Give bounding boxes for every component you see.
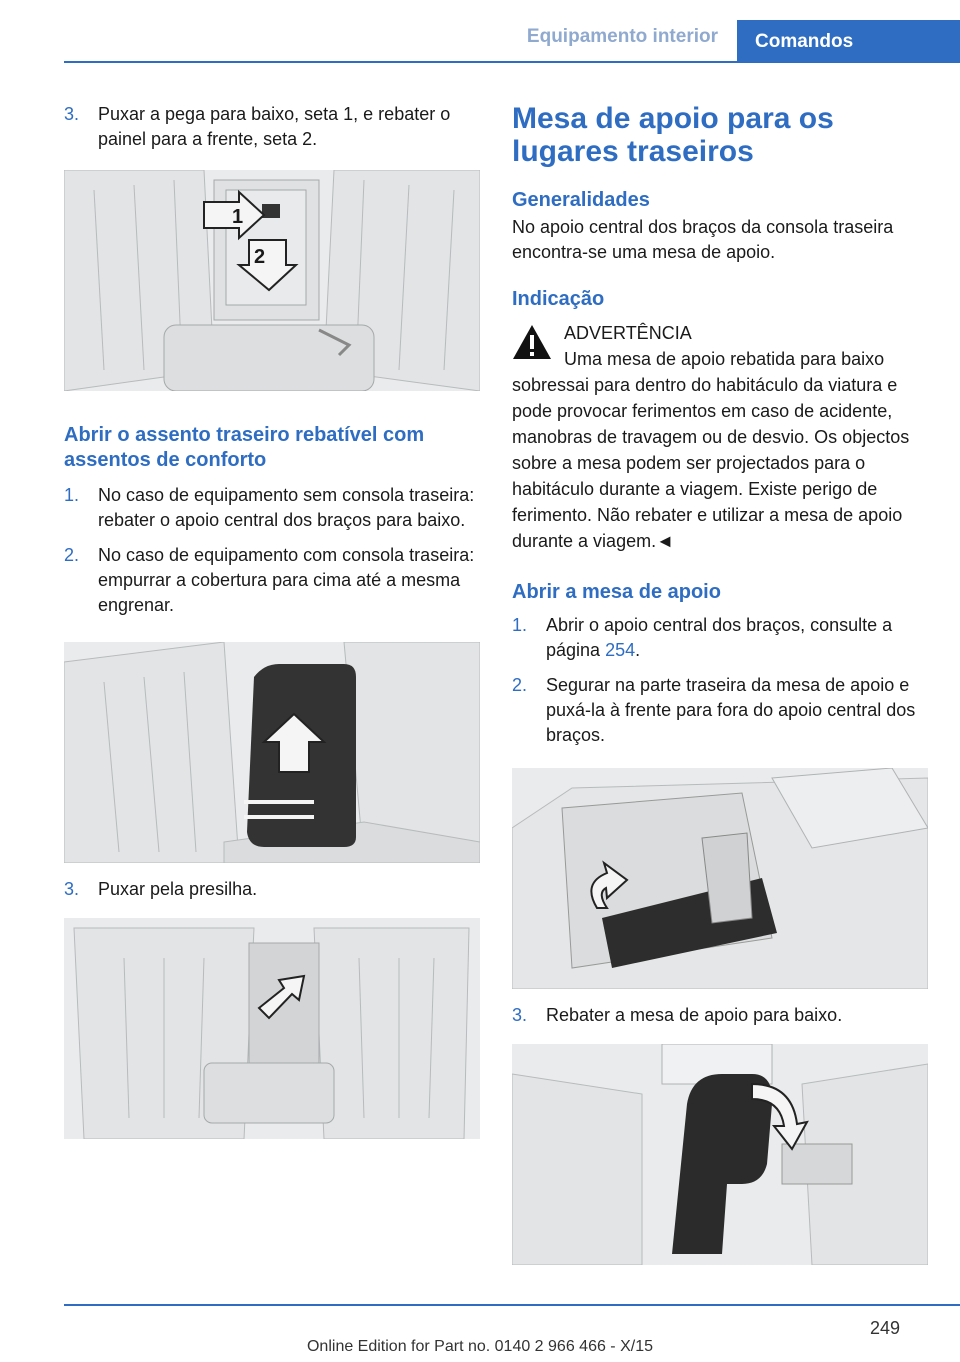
step-item	[64, 483, 482, 533]
step-text: Puxar a pega para baixo, seta 1, e rebater o painel para a frente, seta 2.	[98, 104, 451, 149]
step-number: 3.	[64, 879, 80, 899]
step-text: No caso de equipamento sem consola traseira: rebater o apoio central dos braços para baixo.	[98, 485, 475, 530]
left-column	[64, 102, 482, 1139]
step-number: 1.	[512, 615, 528, 635]
header-rule	[64, 61, 960, 63]
figure-table-pull	[512, 768, 928, 989]
table-fold-illustration	[512, 1044, 928, 1265]
step-text: No caso de equipamento com consola traseira: empurrar a cobertura para cima até a mesma engrenar.	[98, 545, 475, 615]
step-text: Rebater a mesa de apoio para baixo.	[546, 1005, 843, 1025]
section-heading: Abrir o assento traseiro rebatível com assentos de conforto	[64, 424, 425, 471]
subsection-heading-generalidades: Generalidades	[512, 189, 650, 211]
step-item	[64, 102, 482, 152]
step-number: 2.	[512, 675, 528, 695]
warning-text: sobressai para dentro do habitáculo da viatura e pode provocar ferimentos em caso de acidente, manobras de travagem ou de desvio. Os objectos sobre a mesa podem ser projectados para o habitáculo durante a viagem. Existe perigo de ferimento. Não rebater e utilizar a mesa de apoio durante a viagem.◄	[512, 375, 910, 551]
step-text-end: .	[635, 640, 641, 660]
footer-edition: Online Edition for Part no. 0140 2 966 466 - X/15	[306, 1338, 653, 1355]
figure-console-panel	[64, 170, 480, 391]
step-number: 2.	[64, 545, 80, 565]
warning-block	[512, 320, 930, 554]
arrow-label-1: 1	[232, 206, 244, 228]
warning-triangle-icon	[512, 324, 552, 360]
figure-cover-push	[64, 642, 480, 863]
table-pull-illustration	[512, 768, 928, 989]
step-number: 3.	[64, 104, 80, 124]
step-item	[512, 613, 930, 663]
step-text: Segurar na parte traseira da mesa de apoio e puxá-la à frente para fora do apoio central dos braços.	[546, 675, 916, 745]
step-item	[64, 543, 482, 618]
right-column	[512, 102, 930, 1265]
page-link[interactable]: 254	[605, 640, 636, 660]
warning-title: ADVERTÊNCIA	[564, 323, 692, 343]
subsection-heading-abrir: Abrir a mesa de apoio	[512, 581, 721, 603]
step-item	[512, 673, 930, 748]
figure-rear-seat-tab	[64, 918, 480, 1139]
step-text: Abrir o apoio central dos braços, consulte a página	[546, 615, 893, 660]
step-item	[64, 877, 482, 902]
header-chapter-tab: Comandos	[737, 20, 960, 61]
page-number: 249	[869, 1318, 900, 1338]
cover-push-illustration	[64, 642, 480, 863]
step-number: 3.	[512, 1005, 528, 1025]
step-text: Puxar pela presilha.	[98, 879, 258, 899]
page-header	[0, 0, 960, 64]
subsection-heading-indicacao: Indicação	[512, 288, 605, 310]
console-panel-illustration	[64, 170, 480, 391]
figure-table-fold	[512, 1044, 928, 1265]
arrow-label-2: 2	[254, 246, 266, 268]
general-text: No apoio central dos braços da consola traseira encontra-se uma mesa de apoio.	[512, 217, 894, 262]
header-section-title: Equipamento interior	[526, 26, 718, 47]
main-title: Mesa de apoio para os lugares traseiros	[512, 102, 834, 168]
step-number: 1.	[64, 485, 80, 505]
rear-seat-illustration	[64, 918, 480, 1139]
warning-text-first: Uma mesa de apoio rebatida para baixo	[564, 349, 885, 369]
step-item	[512, 1003, 930, 1028]
footer-rule	[64, 1304, 960, 1306]
